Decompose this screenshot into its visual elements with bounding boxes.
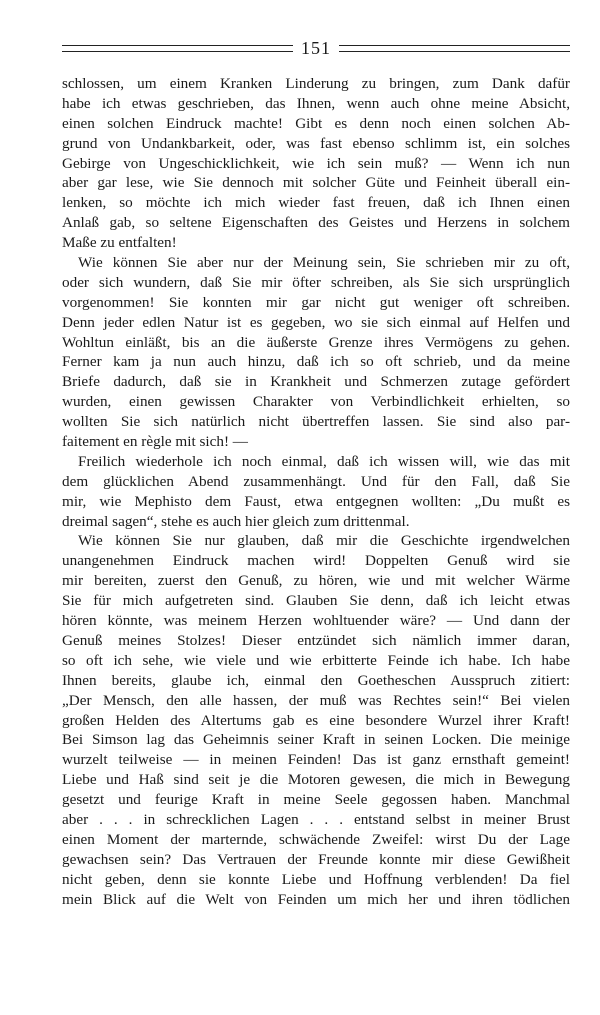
text-line: habe ich etwas geschrieben, das Ihnen, wenn auch ohne meine Absicht,: [62, 94, 570, 112]
text-line: Maße zu entfalten!: [62, 234, 177, 252]
text-line: einen Moment der marternde, schwächende Zweifel: wirst Du der Lage: [62, 830, 570, 848]
text-line: faitement en règle mit sich! —: [62, 433, 248, 451]
text-line: mir bereiten, zuerst den Genuß, zu hören, wie und mit welcher Wärme: [62, 572, 570, 590]
text-line: „Der Mensch, den alle hassen, der muß was Rechtes sein!“ Bei vielen: [62, 691, 570, 709]
page-header: [62, 36, 570, 60]
text-line: lenken, so möchte ich mich wieder fast freuen, daß ich Ihnen einen: [62, 194, 570, 212]
text-line: Bei Simson lag das Geheimnis seiner Kraft in seinen Locken. Die meinige: [62, 731, 570, 749]
text-line: Genuß meines Stolzes! Dieser entzündet sich nämlich immer daran,: [62, 631, 570, 649]
text-line: Wohltun einläßt, bis an die äußerste Grenze ihres Vermögens zu gehen.: [62, 333, 570, 351]
text-line: einen solchen Eindruck machte! Gibt es denn noch einen solchen Ab-: [62, 114, 570, 132]
text-line: gewachsen sein? Das Vertrauen der Freunde konnte mir diese Gewißheit: [62, 850, 570, 868]
text-line: vorgenommen! Sie konnten mir gar nicht gut weniger oft schreiben.: [62, 293, 570, 311]
text-line: oder sich wundern, daß Sie mir öfter schreiben, als Sie sich ursprünglich: [62, 273, 570, 291]
text-line: Gebirge von Ungeschicklichkeit, wie ich sein muß? — Wenn ich nun: [62, 154, 570, 172]
text-line: wurzelt teilweise — in meinen Feinden! Das ist ganz ernsthaft gemeint!: [62, 751, 570, 769]
text-line: nicht geben, denn sie konnte Liebe und Hoffnung verblenden! Da fiel: [62, 870, 570, 888]
text-line: Ihnen bereits, glaube ich, einmal den Goetheschen Ausspruch zitiert:: [62, 671, 570, 689]
text-line: dreimal sagen“, stehe es auch hier gleich zum drittenmal.: [62, 512, 410, 530]
text-line: mein Blick auf die Welt von Feinden um mich her und ihren tödlichen: [62, 890, 570, 908]
text-line: gesetzt und feurige Kraft in meine Seele gegossen haben. Manchmal: [62, 791, 570, 809]
text-line: Liebe und Haß sind seit je die Motoren gewesen, die mich in Bewegung: [62, 771, 570, 789]
page-number: 151: [301, 38, 331, 58]
text-line: Briefe dadurch, daß sie in Krankheit und Schmerzen zutage gefördert: [62, 373, 570, 391]
text-line: aber gar lese, wie Sie dennoch mit solcher Güte und Feinheit überall ein-: [62, 174, 570, 192]
text-line: mir, wie Mephisto dem Faust, etwa entgegnen wollten: „Du mußt es: [62, 492, 570, 510]
text-line: Sie für mich aufgetreten sind. Glauben Sie denn, daß ich leicht etwas: [62, 592, 570, 610]
text-line: unangenehmen Eindruck machen wird! Doppelten Genuß wird sie: [62, 552, 570, 570]
header-rule-right: [339, 45, 570, 52]
text-line: wurden, einen gewissen Charakter von Verbindlichkeit erhielten, so: [62, 393, 570, 411]
text-line: Denn jeder edlen Natur ist es gegeben, wo sie sich einmal auf Helfen und: [62, 313, 570, 331]
body-text: [62, 74, 570, 909]
text-line: Ferner kam ja nun auch hinzu, daß ich so oft schrieb, und da meine: [62, 353, 570, 371]
text-line: so oft ich sehe, wie viele und wie erbitterte Feinde ich habe. Ich habe: [62, 651, 570, 669]
text-line: Wie können Sie aber nur der Meinung sein, Sie schrieben mir zu oft,: [78, 254, 570, 272]
text-line: Freilich wiederhole ich noch einmal, daß ich wissen will, wie das mit: [78, 452, 570, 470]
text-line: schlossen, um einem Kranken Linderung zu bringen, zum Dank dafür: [62, 75, 570, 92]
text-line: Wie können Sie nur glauben, daß mir die Geschichte irgendwelchen: [78, 532, 570, 550]
text-line: Anlaß gab, so seltene Eigenschaften des Geistes und Herzens in solchem: [62, 214, 570, 232]
text-line: großen Helden des Altertums gab es eine besondere Wurzel ihrer Kraft!: [62, 711, 570, 729]
text-line: dem glücklichen Abend zusammenhängt. Und für den Fall, daß Sie: [62, 472, 570, 490]
header-rule-left: [62, 45, 293, 52]
text-line: aber . . . in schrecklichen Lagen . . . entstand selbst in meiner Brust: [62, 810, 570, 828]
text-line: grund von Undankbarkeit, oder, was fast ebenso schlimm ist, ein solches: [62, 134, 570, 152]
text-line: hören könnte, was meinem Herzen wohltuender wäre? — Und dann der: [62, 612, 570, 630]
text-line: wollten Sie sich natürlich nicht übertreffen lassen. Sie sind also par-: [62, 413, 570, 431]
